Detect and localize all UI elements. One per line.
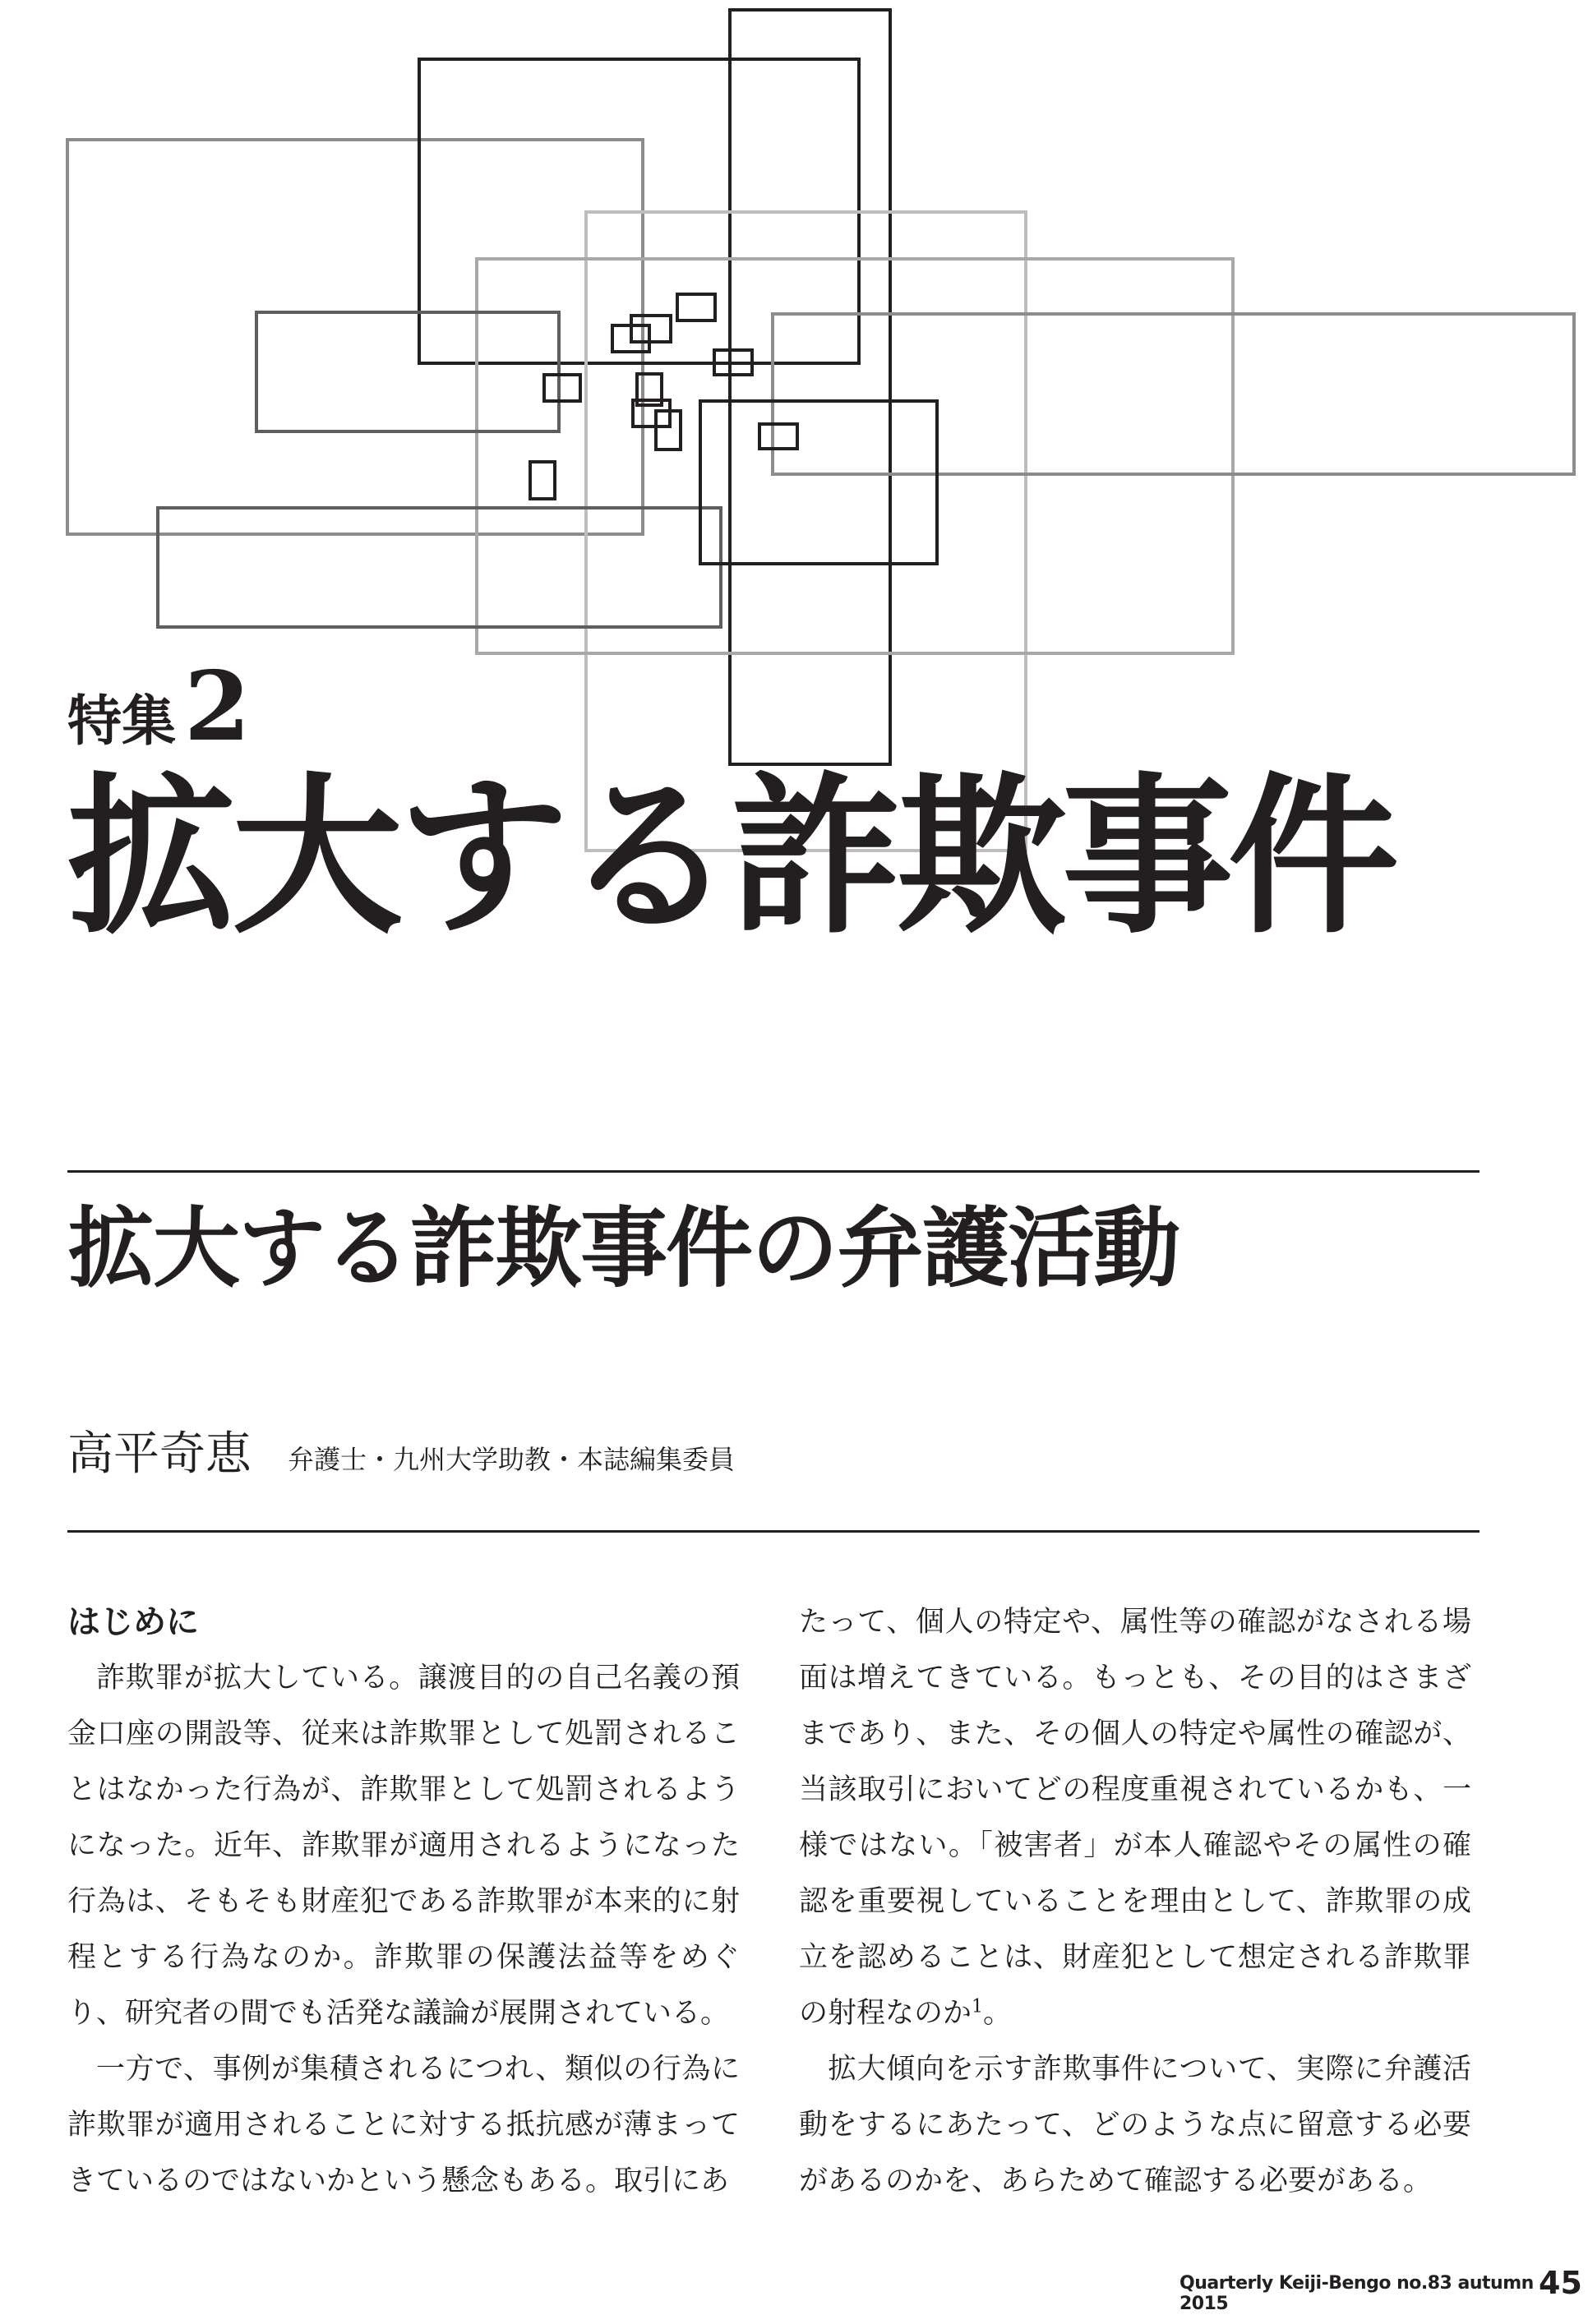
deco-rect — [730, 10, 890, 764]
body-paragraph: 拡大傾向を示す詐欺事件について、実際に弁護活動をするにあたって、どのような点に留意する必要があるのかを、あらためて確認する必要がある。 — [799, 2053, 1471, 2197]
deco-rect — [158, 508, 721, 627]
author-name: 高平奇恵 — [67, 1427, 252, 1481]
article-title: 拡大する詐欺事件の弁護活動 — [67, 1198, 1179, 1299]
deco-rect — [759, 424, 797, 449]
paragraph-end: 。 — [983, 1997, 1013, 2030]
body-column-right — [799, 1594, 1471, 2209]
deco-rect — [773, 314, 1574, 474]
body-column-left — [67, 1594, 740, 2209]
footnote-reference[interactable]: 1 — [972, 1996, 984, 2017]
special-feature-title: 拡大する詐欺事件 — [66, 759, 1394, 957]
body-paragraph: 詐欺罪が拡大している。譲渡目的の自己名義の預金口座の開設等、従来は詐欺罪として処罰されることはなかった行為が、詐欺罪として処罰されるようになった。近年、詐欺罪が適用されるようになった行為は、そもそも財産犯である詐欺罪が本来的に射程とする行為なのか。詐欺罪の保護法益等をめぐり、研究者の間でも活発な議論が展開されている。 — [67, 1662, 740, 2030]
special-feature-number: 2 — [184, 651, 251, 763]
deco-rect — [477, 259, 1233, 653]
body-paragraph-continued — [799, 1594, 1471, 2041]
deco-rect — [586, 212, 1026, 851]
deco-rect — [256, 312, 559, 431]
special-feature-label — [67, 651, 251, 763]
deco-rect — [530, 462, 555, 499]
page-number: 45 — [1539, 2265, 1582, 2301]
paragraph-text: たって、個人の特定や、属性等の確認がなされる場面は増えてきている。もっとも、その目的はさまざまであり、また、その個人の特定や属性の確認が、当該取引においてどの程度重視されているかも、一様ではない。「被害者」が本人確認やその属性の確認を重要視していることを理由として、詐欺罪の成立を認めることは、財産犯として想定される詐欺罪の射程なのか — [799, 1606, 1471, 2030]
deco-rect — [700, 401, 937, 564]
deco-rect — [677, 294, 715, 320]
deco-rect — [544, 375, 580, 401]
publication-footer: Quarterly Keiji-Bengo no.83 autumn 2015 — [1179, 2273, 1534, 2314]
special-feature-label-text: 特集 — [67, 689, 176, 753]
author-affiliation: 弁護士・九州大学助教・本誌編集委員 — [288, 1444, 736, 1475]
author-divider — [67, 1530, 1480, 1533]
body-paragraph: 一方で、事例が集積されるにつれ、類似の行為に詐欺罪が適用されることに対する抵抗感が薄まってきているのではないかという懸念もある。取引にあ — [67, 2053, 740, 2197]
section-heading: はじめに — [67, 1603, 199, 1641]
title-divider-top — [67, 1170, 1480, 1173]
